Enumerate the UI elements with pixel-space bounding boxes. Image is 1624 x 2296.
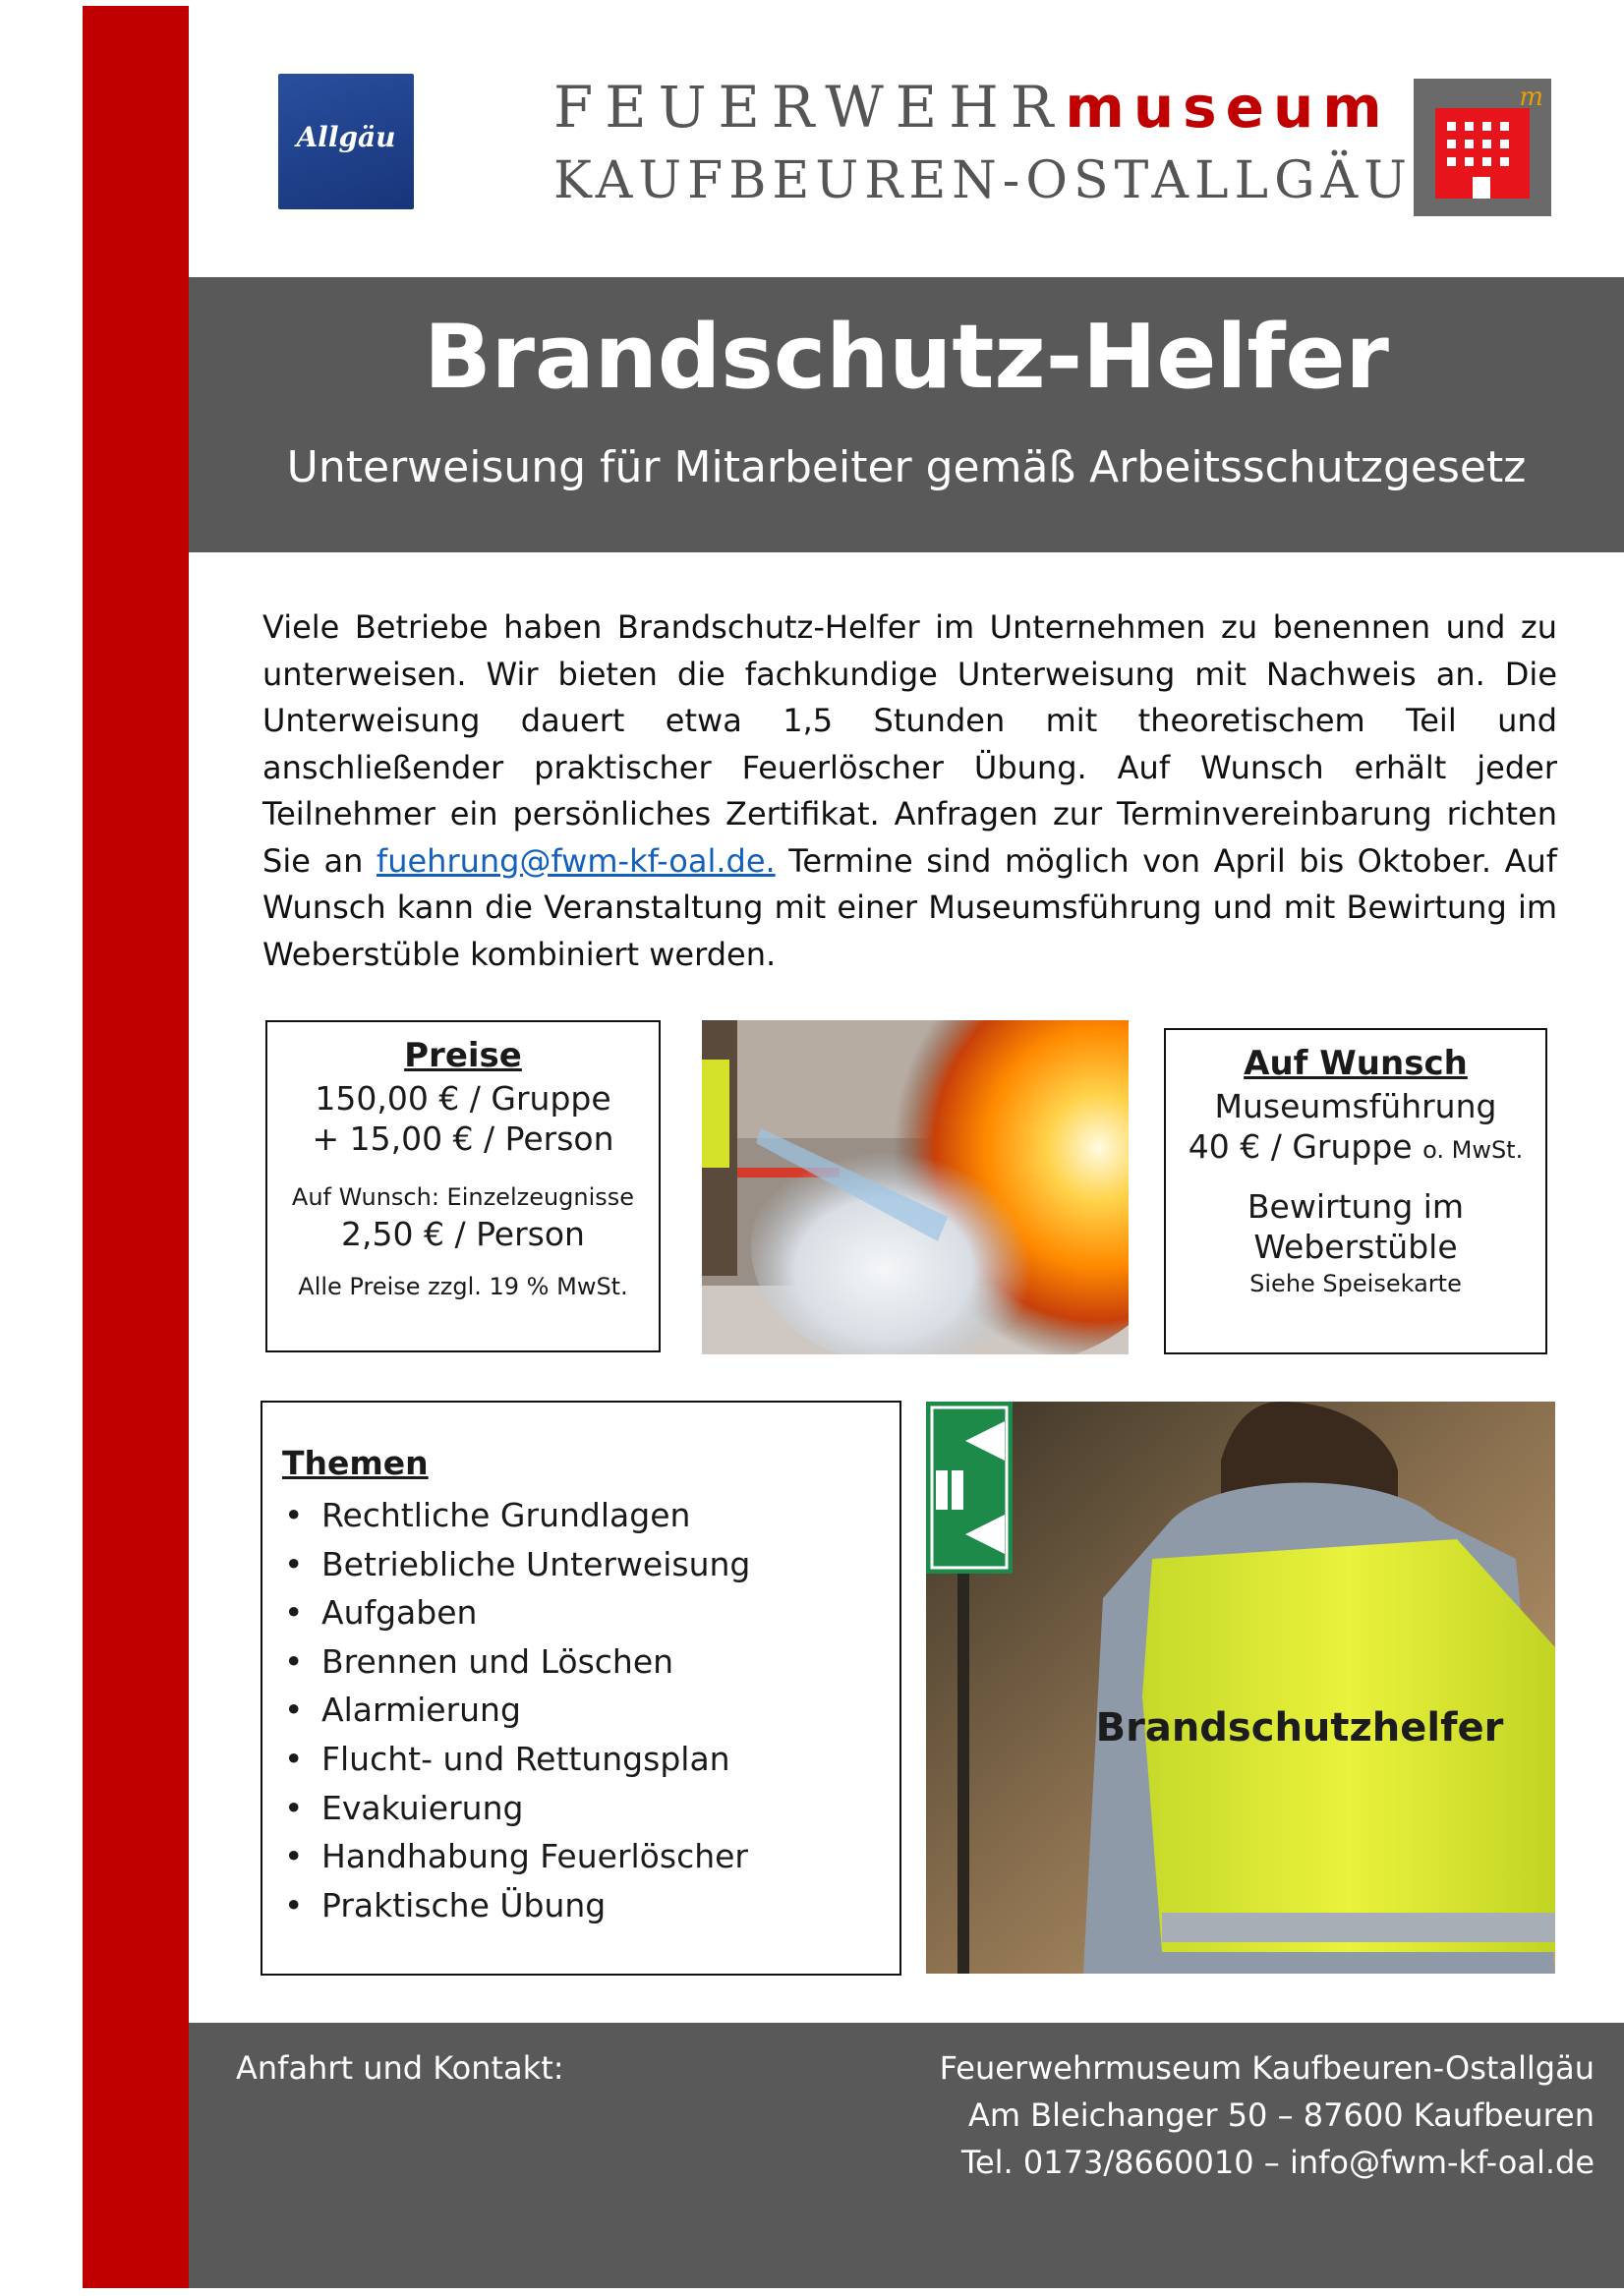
prices-box — [265, 1020, 661, 1352]
list-item: • Praktische Übung — [282, 1881, 750, 1930]
optional-tour-vat: o. MwSt. — [1422, 1136, 1524, 1164]
price-extra-label: Auf Wunsch: Einzelzeugnisse — [291, 1183, 635, 1211]
list-item: • Rechtliche Grundlagen — [282, 1491, 750, 1540]
optional-tour-price-value: 40 € / Gruppe — [1188, 1127, 1413, 1166]
museum-name-museum: museum — [1065, 74, 1391, 141]
museum-logo-letter: m — [1519, 83, 1543, 112]
fire-extinguisher-photo — [702, 1020, 1129, 1354]
optional-menu-note: Siehe Speisekarte — [1249, 1270, 1462, 1297]
museum-name-feuerwehr: FEUERWEHR — [553, 74, 1066, 141]
vest-lettering: Brandschutzhelfer — [1095, 1705, 1504, 1751]
museum-name-line1 — [553, 74, 1391, 141]
optional-tour: Museumsführung — [1214, 1087, 1497, 1125]
museum-name-line2: KAUFBEUREN-OSTALLGÄU — [553, 151, 1413, 210]
address-block — [786, 2044, 1595, 2186]
optional-catering-line1: Bewirtung im — [1247, 1187, 1465, 1226]
safety-vest-illustration — [926, 1402, 1555, 1974]
safety-vest-photo — [926, 1402, 1555, 1974]
list-item: • Betriebliche Unterweisung — [282, 1540, 750, 1589]
prices-heading: Preise — [404, 1036, 522, 1075]
left-red-bar — [83, 6, 189, 2288]
allgaeu-logo-text: Allgäu — [296, 121, 396, 153]
address-line-name: Feuerwehrmuseum Kaufbeuren-Ostallgäu — [939, 2049, 1595, 2087]
topics-box — [261, 1401, 901, 1976]
price-group: 150,00 € / Gruppe — [315, 1079, 611, 1118]
list-item: • Evakuierung — [282, 1784, 750, 1833]
intro-text-before: Viele Betriebe haben Brandschutz-Helfer im Unternehmen zu benennen und zu unterweisen. Wir bieten die fachkundige Unterweisung mit Nachweis an. Die Unterweisung dauert etwa 1,5 Stunden mit theoretischem Teil und anschließender praktischer Feuerlöscher Übung. Auf Wunsch erhält jeder Teilnehmer ein persönliches Zertifikat. Anfragen zur Terminvereinbarung richten Sie an — [262, 608, 1557, 880]
optional-catering-line2: Weberstüble — [1253, 1228, 1458, 1266]
list-item: • Aufgaben — [282, 1588, 750, 1637]
list-item: • Brennen und Löschen — [282, 1637, 750, 1687]
optional-tour-price — [1166, 1127, 1545, 1166]
list-item: • Flucht- und Rettungsplan — [282, 1735, 750, 1784]
page-title: Brandschutz-Helfer — [424, 306, 1389, 409]
price-certificate: 2,50 € / Person — [341, 1215, 585, 1253]
address-line-contact: Tel. 0173/8660010 – info@fwm-kf-oal.de — [960, 2144, 1595, 2181]
fire-extinguisher-illustration — [702, 1020, 1129, 1354]
address-line-street: Am Bleichanger 50 – 87600 Kaufbeuren — [967, 2096, 1595, 2134]
contact-label: Anfahrt und Kontakt: — [236, 2049, 564, 2087]
list-item: • Handhabung Feuerlöscher — [282, 1832, 750, 1881]
price-vat-note: Alle Preise zzgl. 19 % MwSt. — [298, 1273, 628, 1300]
topics-heading: Themen — [282, 1444, 429, 1482]
optional-extras-box — [1164, 1028, 1547, 1354]
allgaeu-logo — [278, 74, 414, 209]
page-subtitle: Unterweisung für Mitarbeiter gemäß Arbeitsschutzgesetz — [286, 442, 1527, 492]
topics-list — [282, 1491, 750, 1929]
optional-heading: Auf Wunsch — [1244, 1044, 1468, 1083]
museum-building-logo — [1414, 79, 1551, 216]
price-person: + 15,00 € / Person — [312, 1119, 614, 1158]
building-icon — [1435, 108, 1530, 199]
intro-paragraph — [262, 604, 1557, 978]
intro-text-after: Termine sind möglich von April bis Oktober. Auf Wunsch kann die Veranstaltung mit einer Museumsführung und mit Bewirtung im Weberstüble kombiniert werden. — [262, 841, 1558, 973]
list-item: • Alarmierung — [282, 1686, 750, 1735]
email-link[interactable]: fuehrung@fwm-kf-oal.de. — [376, 841, 776, 880]
